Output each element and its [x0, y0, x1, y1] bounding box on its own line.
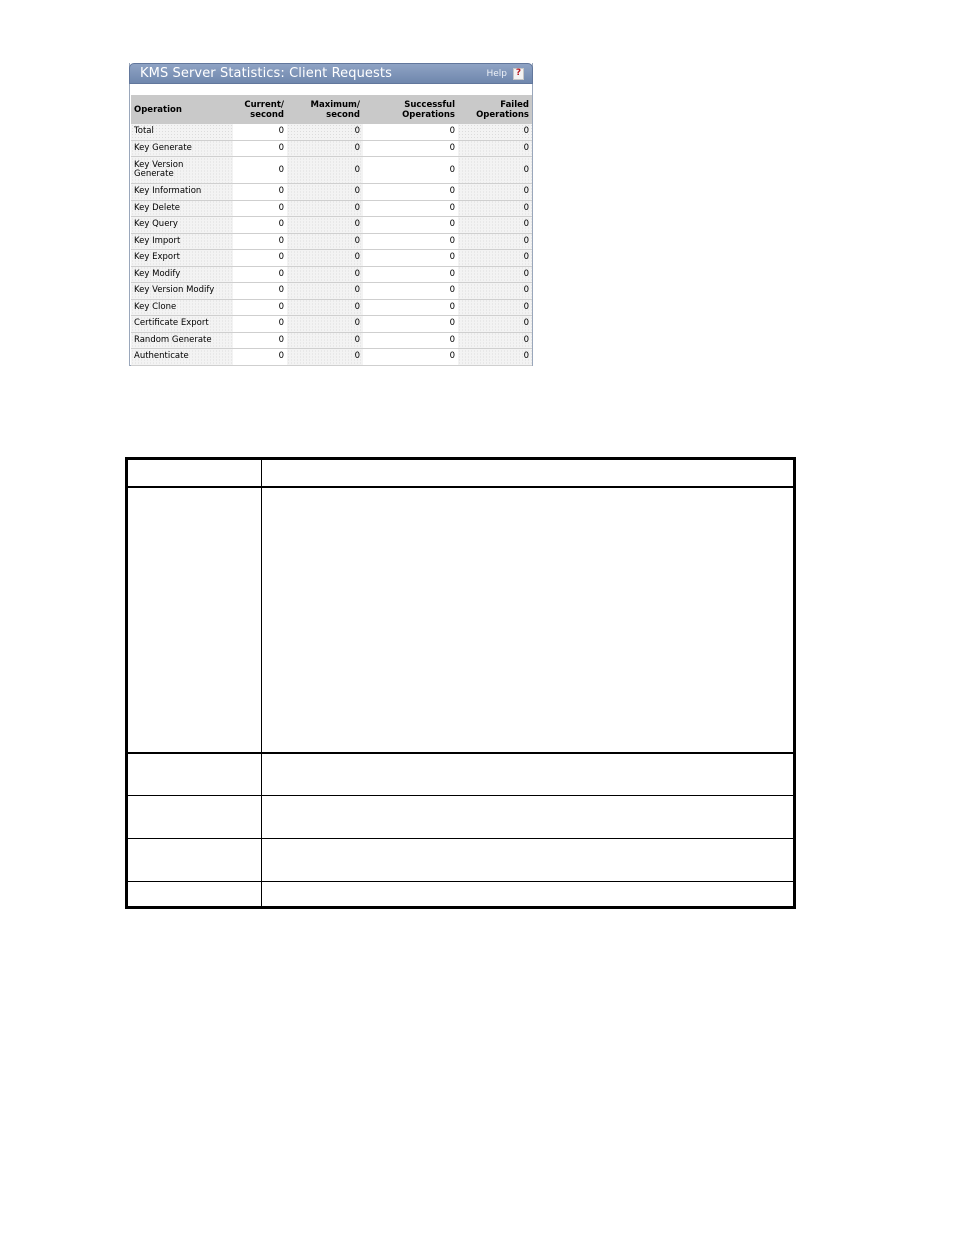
current-cell: 0: [233, 332, 287, 349]
row-divider: [128, 752, 793, 754]
table-row: [131, 266, 532, 283]
operation-cell: Key Version Generate: [131, 157, 233, 184]
description-table: [125, 457, 796, 909]
failed-cell: 0: [458, 184, 532, 201]
failed-cell: 0: [458, 140, 532, 157]
help-link[interactable]: [486, 68, 524, 80]
table-row: [131, 349, 532, 366]
current-cell: 0: [233, 217, 287, 234]
row-divider: [128, 881, 793, 882]
current-cell: 0: [233, 250, 287, 267]
successful-cell: 0: [363, 299, 458, 316]
successful-cell: 0: [363, 217, 458, 234]
operation-cell: Key Information: [131, 184, 233, 201]
successful-cell: 0: [363, 332, 458, 349]
operation-cell: Key Generate: [131, 140, 233, 157]
current-cell: 0: [233, 140, 287, 157]
failed-cell: 0: [458, 250, 532, 267]
table-row: [131, 299, 532, 316]
table-row: [131, 200, 532, 217]
maximum-cell: 0: [287, 157, 363, 184]
successful-cell: 0: [363, 283, 458, 300]
failed-cell: 0: [458, 233, 532, 250]
successful-cell: 0: [363, 124, 458, 140]
help-label[interactable]: Help: [486, 68, 507, 79]
client-requests-table: [131, 95, 532, 366]
successful-cell: 0: [363, 266, 458, 283]
failed-cell: 0: [458, 200, 532, 217]
failed-cell: 0: [458, 332, 532, 349]
maximum-cell: 0: [287, 332, 363, 349]
table-row: [131, 157, 532, 184]
operation-cell: Random Generate: [131, 332, 233, 349]
column-header-operation: Operation: [131, 95, 233, 124]
operation-cell: Key Clone: [131, 299, 233, 316]
maximum-cell: 0: [287, 124, 363, 140]
maximum-cell: 0: [287, 140, 363, 157]
table-row: [131, 217, 532, 234]
table-header-row: [131, 95, 532, 124]
current-cell: 0: [233, 157, 287, 184]
failed-cell: 0: [458, 349, 532, 366]
current-cell: 0: [233, 349, 287, 366]
panel-header: [129, 63, 533, 84]
maximum-cell: 0: [287, 349, 363, 366]
maximum-cell: 0: [287, 200, 363, 217]
successful-cell: 0: [363, 316, 458, 333]
maximum-cell: 0: [287, 266, 363, 283]
current-cell: 0: [233, 316, 287, 333]
failed-cell: 0: [458, 316, 532, 333]
table-row: [131, 233, 532, 250]
operation-cell: Key Version Modify: [131, 283, 233, 300]
failed-cell: 0: [458, 299, 532, 316]
current-cell: 0: [233, 184, 287, 201]
current-cell: 0: [233, 200, 287, 217]
successful-cell: 0: [363, 157, 458, 184]
failed-cell: 0: [458, 124, 532, 140]
column-header-current: Current/ second: [233, 95, 287, 124]
operation-cell: Authenticate: [131, 349, 233, 366]
current-cell: 0: [233, 124, 287, 140]
table-row: [131, 283, 532, 300]
column-divider: [261, 460, 262, 906]
operation-cell: Key Modify: [131, 266, 233, 283]
table-row: [131, 332, 532, 349]
maximum-cell: 0: [287, 316, 363, 333]
successful-cell: 0: [363, 250, 458, 267]
failed-cell: 0: [458, 283, 532, 300]
current-cell: 0: [233, 283, 287, 300]
maximum-cell: 0: [287, 250, 363, 267]
operation-cell: Certificate Export: [131, 316, 233, 333]
maximum-cell: 0: [287, 233, 363, 250]
successful-cell: 0: [363, 200, 458, 217]
maximum-cell: 0: [287, 283, 363, 300]
operation-cell: Key Delete: [131, 200, 233, 217]
maximum-cell: 0: [287, 184, 363, 201]
maximum-cell: 0: [287, 217, 363, 234]
help-book-icon[interactable]: ?: [513, 68, 524, 80]
successful-cell: 0: [363, 233, 458, 250]
successful-cell: 0: [363, 184, 458, 201]
column-header-maximum: Maximum/ second: [287, 95, 363, 124]
column-header-failed: Failed Operations: [458, 95, 532, 124]
table-row: [131, 124, 532, 140]
operation-cell: Total: [131, 124, 233, 140]
current-cell: 0: [233, 299, 287, 316]
header-row-divider: [128, 486, 793, 488]
table-row: [131, 316, 532, 333]
table-row: [131, 184, 532, 201]
successful-cell: 0: [363, 349, 458, 366]
current-cell: 0: [233, 233, 287, 250]
maximum-cell: 0: [287, 299, 363, 316]
current-cell: 0: [233, 266, 287, 283]
failed-cell: 0: [458, 157, 532, 184]
panel-title: KMS Server Statistics: Client Requests: [140, 66, 392, 81]
operation-cell: Key Import: [131, 233, 233, 250]
failed-cell: 0: [458, 217, 532, 234]
successful-cell: 0: [363, 140, 458, 157]
column-header-successful: Successful Operations: [363, 95, 458, 124]
table-row: [131, 250, 532, 267]
row-divider: [128, 838, 793, 839]
failed-cell: 0: [458, 266, 532, 283]
operation-cell: Key Export: [131, 250, 233, 267]
client-requests-panel: [129, 63, 533, 366]
table-row: [131, 140, 532, 157]
row-divider: [128, 795, 793, 796]
operation-cell: Key Query: [131, 217, 233, 234]
